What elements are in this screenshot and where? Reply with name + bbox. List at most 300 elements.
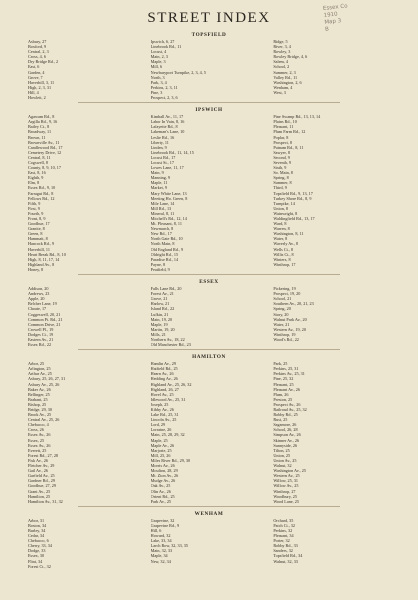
street-entry: Baker Av., 26	[28, 386, 51, 392]
street-entry: Maple Av., 26	[150, 442, 175, 448]
street-entry: Orient Rd., 25	[150, 493, 175, 499]
street-entry: Lufkin, 21	[150, 311, 169, 317]
street-entry: Fifth, 9	[28, 200, 41, 206]
street-entry: Maple, 25	[150, 437, 168, 443]
street-entry: Seventh, 9	[273, 159, 292, 165]
street-entry: Main, 19, 20	[150, 316, 173, 322]
street-entry: Goodhue, 17	[28, 221, 50, 227]
street-entry: Water, 8	[273, 236, 288, 242]
street-entry: Essex Av., 26	[28, 432, 51, 438]
street-entry: Pine, 25, 32	[273, 376, 294, 382]
street-entry: Hamlin Av., 29	[150, 361, 176, 367]
street-entry: Prospect Av., 26	[273, 401, 301, 407]
street-entry: Perkins, 32	[273, 527, 293, 533]
town-heading: TOPSFIELD	[191, 32, 227, 38]
pencil-annotation	[323, 0, 382, 34]
street-entry: Common Pt. Rd., 21	[28, 316, 63, 322]
street-entry: Kibby Av., 26	[150, 407, 174, 412]
street-entry: Pleasant, 25	[273, 381, 294, 387]
street-entry: Highland, 26, 27	[150, 386, 179, 392]
street-entry: Walnut, 32, 33	[273, 558, 298, 564]
street-entry: Willis Ct., 8	[273, 251, 294, 257]
street-column	[151, 361, 268, 504]
street-entry: Lake, 33, 34	[150, 538, 172, 544]
street-column	[28, 286, 145, 347]
street-entry: Grove, 21	[150, 296, 168, 302]
street-entry: Ward, 8	[273, 221, 287, 227]
section-divider	[78, 102, 340, 103]
street-entry: Park, 25	[273, 361, 288, 367]
street-entry: Mills, 21	[150, 331, 166, 337]
street-entry: Essex Av., 26	[28, 442, 51, 448]
street-entry: Park, 3, 4	[150, 79, 167, 85]
street-entry: Story, 20	[273, 311, 289, 317]
street-entry: Topsfield Rd., 34	[273, 553, 303, 559]
street-entry: School, 26, 28	[273, 427, 298, 433]
street-entry: Front, 8, 9	[28, 216, 46, 221]
street-entry: Essex, 25	[28, 437, 45, 443]
street-entry: Andrews, 23	[28, 291, 50, 297]
street-entry: Olin Av., 26	[150, 488, 171, 494]
street-entry: Idlewood Av., 25, 31	[150, 396, 186, 402]
street-entry: Sagamore, 26	[273, 422, 297, 428]
street-column	[151, 518, 268, 569]
street-entry: Walnut, 32	[273, 463, 292, 469]
street-entry: Pine, 3	[150, 89, 163, 95]
street-entry: Joseph, 25	[150, 401, 169, 407]
street-entry: Larch Row, 32, 33, 35	[150, 543, 188, 549]
street-entry: Fourth, 9	[28, 210, 44, 216]
street-entry: Candlewood Rd., 17	[28, 144, 63, 150]
street-entry: Plum, 26	[273, 391, 289, 397]
street-entry: Prospect, 19, 20	[273, 291, 301, 297]
street-entry: Crowell Pl., 19	[28, 326, 54, 332]
street-entry: Arbor, 25	[28, 361, 45, 367]
street-entry: Pleasant Av., 26	[273, 386, 300, 392]
street-entry: Western Av., 19, 20	[273, 326, 306, 332]
street-entry: Liberty, 11	[150, 139, 169, 145]
street-entry: Main, 25, 28, 29, 32	[150, 432, 185, 438]
street-entry: Winthrop, 19	[273, 331, 296, 337]
street-entry: Plains Rd., 10	[273, 119, 297, 125]
street-entry: Perkins Av., 25, 31	[273, 371, 305, 377]
street-entry: Summer, 8	[273, 180, 292, 186]
street-entry: Winthrop, 27	[273, 488, 296, 494]
street-entry: Maple, 3	[150, 59, 166, 65]
street-entry: Cross, 4, 6	[28, 54, 46, 60]
street-entry: Common Drive, 21	[28, 321, 61, 327]
street-column	[28, 518, 145, 569]
street-entry: Central Av., 25, 26	[28, 417, 60, 423]
street-entry: Miles River Rd., 29, 30	[150, 457, 191, 463]
street-entry: Washington Av., 25	[273, 468, 306, 474]
street-entry: Wood Lane, 25	[273, 498, 299, 504]
street-entry: Prospect, 2, 3, 6	[150, 95, 178, 101]
street-entry: Turnpike, 14	[273, 200, 295, 206]
street-entry: Old England Rd., 9	[150, 246, 184, 252]
street-entry: Porter, 32	[273, 538, 290, 544]
street-entry: Brabant, 25	[28, 396, 48, 402]
street-entry: School, 2	[273, 64, 290, 70]
street-column	[151, 286, 268, 347]
street-entry: Lafayette Rd., 8	[150, 124, 178, 130]
street-entry: Hill, 4	[28, 89, 39, 95]
street-entry: Third, 9	[273, 185, 287, 191]
street-entry: Poplar, 8	[273, 134, 289, 140]
street-column	[273, 518, 390, 569]
street-entry: Howlett, 2	[28, 95, 46, 101]
street-entry: Pleasant, 11	[273, 124, 294, 130]
street-entry: North Gate Rd., 10	[150, 236, 183, 242]
street-entry: Robby Rd., 25	[273, 412, 298, 418]
street-entry: First, 9	[28, 205, 40, 211]
town-heading: IPSWICH	[195, 107, 223, 114]
street-entry: Boxford, 9	[28, 44, 47, 50]
street-entry: Wainwright, 8	[273, 210, 298, 216]
street-entry: Garfield Av., 25	[28, 473, 55, 479]
street-entry: Salem, 4	[273, 59, 288, 65]
street-entry: Lake Rd., 25, 31	[150, 412, 179, 418]
street-column	[28, 39, 145, 100]
street-entry: Preston, 25	[273, 396, 293, 402]
street-entry: New Rd., 17	[150, 231, 172, 237]
street-entry: Plum Farm Rd., 12	[273, 129, 306, 135]
street-entry: Southern Av., 20, 21, 23	[273, 301, 314, 307]
street-entry: Central, 2, 3	[28, 49, 49, 55]
street-entry: Essex Rd., 9, 10	[28, 185, 56, 191]
street-entry: Cherry, 33, 34	[28, 543, 52, 549]
street-entry: Brook Av., 25	[28, 412, 52, 418]
street-entry: Lorraine, 26	[150, 427, 172, 433]
street-entry: Dry Bridge Rd., 2	[28, 59, 59, 65]
street-entry: Water, 21	[273, 321, 290, 327]
pencil-line: 1910	[323, 11, 338, 19]
street-entry: Main, 2, 3	[150, 54, 168, 60]
street-entry: Oak Av., 25	[150, 483, 171, 489]
street-column	[28, 361, 145, 504]
street-entry: Lowes Lane, 11, 17	[150, 165, 184, 171]
street-entry: Main, 32, 33	[150, 548, 173, 554]
street-entry: Chebacco, 6	[28, 538, 49, 544]
street-entry: Green, 8	[28, 231, 43, 237]
street-entry: Harlow, 21	[150, 301, 170, 307]
street-entry: Bailey Ct., 8	[28, 124, 50, 130]
street-entry: Park Av., 25	[150, 498, 172, 504]
street-entry: Addison, 20	[28, 286, 49, 292]
street-entry: Waldingfield Rd., 13, 17	[273, 216, 315, 221]
street-entry: Elm, 8	[28, 180, 40, 186]
street-entry: Cross, 26	[28, 427, 44, 433]
street-entry: Hill, 6	[150, 527, 162, 533]
street-entry: Boston, 34	[28, 522, 47, 528]
street-entry: Rowley, 3	[273, 49, 291, 55]
street-entry: Railroad Av., 25, 32	[273, 407, 307, 412]
street-entry: Woodbury, 25	[273, 493, 297, 499]
street-entry: Mudge Av., 26	[150, 478, 176, 484]
street-entry: Manning, 9	[150, 175, 170, 181]
street-entry: Wells Ct., 8	[273, 246, 294, 252]
street-entry: Pleasant, 34	[273, 533, 294, 539]
street-entry: Mill Rd., 13	[150, 205, 172, 211]
street-entry: Paradise Rd., 14	[150, 256, 179, 262]
street-entry: Locust, 4	[150, 49, 167, 55]
street-entry: Highland Av., 25, 26, 32	[150, 381, 192, 387]
street-column	[273, 114, 390, 272]
street-entry: Robby Rd., 33	[273, 543, 298, 549]
street-entry: Union, 8	[273, 205, 288, 211]
street-columns	[28, 361, 390, 504]
street-entry: Payne, 8	[150, 261, 166, 267]
street-entry: Leslie Rd., 16	[150, 134, 175, 140]
street-entry: Locust St., 17	[150, 159, 174, 165]
street-entry: Sawyer, 8	[273, 149, 290, 155]
street-entry: Bishop, 25	[28, 401, 47, 407]
street-entry: North, 3	[150, 74, 165, 80]
street-entry: Forest Av., 21	[150, 291, 174, 297]
street-entry: Lord, 29	[150, 422, 166, 428]
street-entry: Apple, 20	[28, 296, 45, 302]
street-entry: Hammatt, 8	[28, 236, 48, 242]
street-entry: River, 3, 4	[273, 44, 291, 50]
street-entry: Burley, 34	[28, 527, 46, 533]
street-entry: Choate, 17	[28, 306, 47, 312]
street-entry: Newburyport Turnpike, 2, 3, 4, 5	[150, 69, 206, 75]
street-entry: Essex, 30	[28, 553, 45, 559]
section-divider	[78, 506, 340, 507]
street-entry: Washington, 8, 11	[273, 231, 304, 237]
street-entry: Meeting Ho. Green, 8	[150, 195, 188, 201]
street-entry: East, 8, 16	[28, 170, 46, 176]
street-entry: Mill, 6	[150, 64, 163, 70]
street-entry: Cedar, 34	[28, 533, 45, 539]
street-entry: High, 8, 11, 17, 14	[28, 256, 60, 262]
street-entry: East, 6	[28, 64, 40, 70]
street-entry: School, 21	[273, 296, 292, 302]
town-section	[28, 353, 390, 507]
street-entry: Walnut Park Av., 20	[273, 316, 307, 322]
street-entry: Turkey Shore Rd., 8, 9	[273, 195, 312, 201]
street-entry: Orchard, 35	[273, 517, 294, 523]
street-entry: Peatfield, 9	[150, 266, 170, 272]
street-entry: Sanders, 32	[273, 548, 293, 554]
street-entry: Patch Ct., 32	[273, 522, 295, 528]
street-entry: Arbor, 31	[28, 517, 45, 523]
street-entry: Asbury Av., 25, 26	[28, 381, 60, 387]
street-entry: Falls Lane Rd., 20	[150, 286, 182, 292]
street-entry: Farragut Rd., 8	[28, 190, 54, 196]
street-entry: Tilton, 25	[273, 447, 290, 453]
town-heading: HAMILTON	[192, 354, 226, 361]
town-section	[28, 510, 390, 569]
street-entry: Sixth, 9	[273, 165, 287, 171]
street-entry: Howard, 32	[150, 533, 171, 539]
street-entry: Bridge, 29, 30	[28, 407, 52, 412]
street-entry: Mt. Zion Av., 26	[150, 473, 179, 479]
street-entry: New, 32, 34	[150, 558, 171, 564]
street-entry: Willow, 25, 31	[273, 478, 299, 484]
street-entry: Eastern Av., 21	[28, 336, 54, 342]
street-column	[273, 361, 390, 504]
street-entry: Mitchell's Rd., 12, 14	[150, 216, 187, 221]
street-entry: Hatfield Rd., 25	[150, 366, 178, 372]
street-columns	[28, 286, 390, 347]
street-entry: Old Manchester Rd., 23	[150, 342, 191, 348]
street-entry: Broadway, 11	[28, 129, 52, 135]
pencil-line: B	[324, 26, 330, 33]
street-entry: Putnam Rd., 8, 11	[273, 144, 304, 150]
street-entry: Summer, 2, 3	[273, 69, 296, 75]
street-entry: Wenham, 4	[273, 84, 293, 90]
street-entry: Waverly Av., 8	[273, 241, 299, 247]
street-entry: So. Main, 8	[273, 170, 293, 176]
street-entry: North Main, 8	[150, 241, 175, 247]
street-entry: Sunnyside, 26	[273, 442, 298, 448]
street-entry: Island Rd., 22	[150, 306, 175, 312]
street-entry: Ridge, 5	[273, 39, 288, 44]
street-entry: Ipswich, 6, 27	[150, 39, 175, 44]
street-entry: Pickering, 19	[273, 286, 296, 292]
street-entry: Union Av., 25	[273, 457, 297, 463]
street-entry: Rowley Bridge, 4, 6	[273, 54, 308, 60]
street-entry: Arthur Av., 25	[28, 371, 52, 377]
street-entry: Gardner Rd., 29	[28, 478, 55, 484]
pencil-line: Map 3	[324, 18, 342, 26]
street-entry: Marjorie, 25	[150, 447, 172, 453]
street-entry: Haverhill, 11	[28, 246, 50, 252]
street-entry: Grapevine Rd., 9	[150, 522, 180, 528]
street-entry: West, 3	[273, 89, 286, 95]
street-entry: Hovel Av., 25	[150, 391, 174, 397]
street-entry: Pine Swamp Rd., 13, 13, 14	[273, 114, 321, 120]
street-entry: Fellows Rd., 12	[28, 195, 55, 201]
street-entry: Eighth, 9	[28, 175, 44, 181]
street-entry: Kimball Av., 11, 17	[150, 114, 184, 120]
street-column	[273, 39, 390, 100]
street-entry: Flint, 34	[28, 558, 43, 564]
street-entry: Lincoln Av., 25	[150, 417, 177, 423]
town-section	[28, 278, 390, 350]
street-entry: Mt. Pleasant, 8, 11	[150, 221, 182, 227]
street-entry: Simpson Av., 26	[273, 432, 301, 438]
street-entry: Rust, 25	[273, 417, 288, 423]
street-entry: Wood's Rd., 22	[273, 336, 299, 342]
street-entry: Arlington, 25	[28, 366, 51, 372]
street-entry: Mile Lane, 14	[150, 200, 175, 206]
street-entry: Asbury, 27	[28, 39, 47, 44]
street-entry: Dodge, 33	[28, 548, 46, 554]
town-heading: WENHAM	[194, 510, 224, 517]
street-entry: Spring, 20	[273, 306, 291, 312]
street-entry: Union, 25	[273, 452, 291, 458]
street-entry: Western Av., 25	[273, 473, 300, 479]
street-entry: Mineral, 8, 11	[150, 210, 175, 216]
street-entry: Everett, 25	[28, 447, 47, 453]
street-entry: Hancock Rd., 9	[28, 241, 55, 247]
street-entry: Moulton, 28, 29	[150, 468, 178, 474]
street-entry: Grapevine, 32	[150, 517, 175, 523]
street-column	[151, 114, 268, 272]
street-entry: Main, 9	[150, 170, 164, 176]
street-entry: Cemetery Drive, 12	[28, 149, 62, 155]
street-column	[151, 39, 268, 100]
street-entry: Second, 9	[273, 154, 290, 160]
pencil-line: Essex Co	[322, 3, 348, 12]
street-entry: Maple, 34	[150, 553, 168, 559]
street-entry: Linden, 9	[150, 144, 167, 150]
street-entry: High, 2, 3, 31	[28, 84, 52, 90]
street-entry: Brownville Av., 11	[28, 139, 60, 145]
street-entry: Skinner Av., 26	[273, 437, 300, 443]
index-sections	[28, 31, 390, 569]
street-entry: Hamilton Av., 31, 32	[28, 498, 63, 504]
street-entry: Winthrop, 17	[273, 261, 296, 267]
street-entry: Garden, 4	[28, 69, 45, 75]
street-entry: Chebacco, 4	[28, 422, 49, 428]
street-column	[273, 286, 390, 347]
street-entry: Willow Av., 25	[273, 483, 299, 489]
street-entry: Lakeman's Lane, 10	[150, 129, 185, 135]
street-entry: Northern Av., 18, 22	[150, 336, 185, 342]
street-entry: Belcher Lane, 19	[28, 301, 57, 307]
page-title: STREET INDEX	[147, 10, 271, 26]
street-entry: Asbury, 25, 26, 27, 31	[28, 376, 66, 382]
street-entry: Linebrook Rd., 11, 14, 15	[150, 149, 194, 155]
street-entry: Perkins, 2, 3, 11	[150, 84, 178, 90]
street-entry: Hedding Av., 26	[150, 376, 178, 382]
street-entry: Newmarch, 8	[150, 226, 174, 232]
street-entry: Perkins, 25, 31	[273, 366, 299, 372]
street-entry: Brown, 11	[28, 134, 46, 140]
street-entry: Goodhue, 27, 29	[28, 483, 56, 489]
street-entry: Haverhill, 3, 11	[28, 79, 55, 85]
street-entry: Mary White Lane, 13	[150, 190, 187, 196]
street-entry: Forest Ct., 32	[28, 563, 51, 569]
street-entry: Bellinger, 25	[28, 391, 50, 397]
town-heading: ESSEX	[199, 279, 219, 286]
town-section	[28, 31, 390, 103]
street-entry: Market, 9	[150, 185, 167, 191]
street-entry: County, 8, 9, 10, 17	[28, 165, 61, 171]
street-entry: Fletcher Av., 29	[28, 463, 55, 469]
street-entry: Hearn Av., 26	[150, 371, 174, 377]
street-entry: Linebrook Rd., 11	[150, 44, 182, 50]
street-entry: Heart Break Rd., 8, 10	[28, 251, 66, 257]
street-entry: Forest Rd., 27, 28	[28, 452, 59, 458]
section-divider	[78, 349, 340, 350]
street-column	[28, 114, 145, 272]
street-entry: Gail Av., 26	[28, 468, 48, 474]
street-entry: Warren, 8	[273, 226, 290, 232]
street-columns	[28, 39, 390, 100]
street-entry: Prospect, 8	[273, 139, 292, 145]
street-entry: Central, 8, 11	[28, 154, 51, 160]
street-entry: Coggeswell, 20, 21	[28, 311, 61, 317]
street-entry: Oldright Rd., 15	[150, 251, 179, 257]
street-entry: Granite, 8	[28, 226, 45, 232]
street-entry: Maple, 11	[150, 180, 168, 186]
town-section	[28, 106, 390, 275]
street-entry: Morris Av., 26	[150, 463, 175, 469]
street-entry: Labor In Vain, 8, 16	[150, 119, 185, 125]
street-entry: Maple, 19	[150, 321, 168, 327]
street-entry: Hamilton, 25	[28, 493, 51, 499]
street-entry: Cogswell, 8	[28, 159, 49, 165]
street-entry: Honey, 8	[28, 266, 44, 272]
street-entry: Grant Av., 25	[28, 488, 51, 494]
street-entry: Valley Rd., 11	[273, 74, 298, 80]
street-entry: Martin, 19, 20	[150, 326, 175, 332]
street-entry: Locust Rd., 17	[150, 154, 176, 160]
